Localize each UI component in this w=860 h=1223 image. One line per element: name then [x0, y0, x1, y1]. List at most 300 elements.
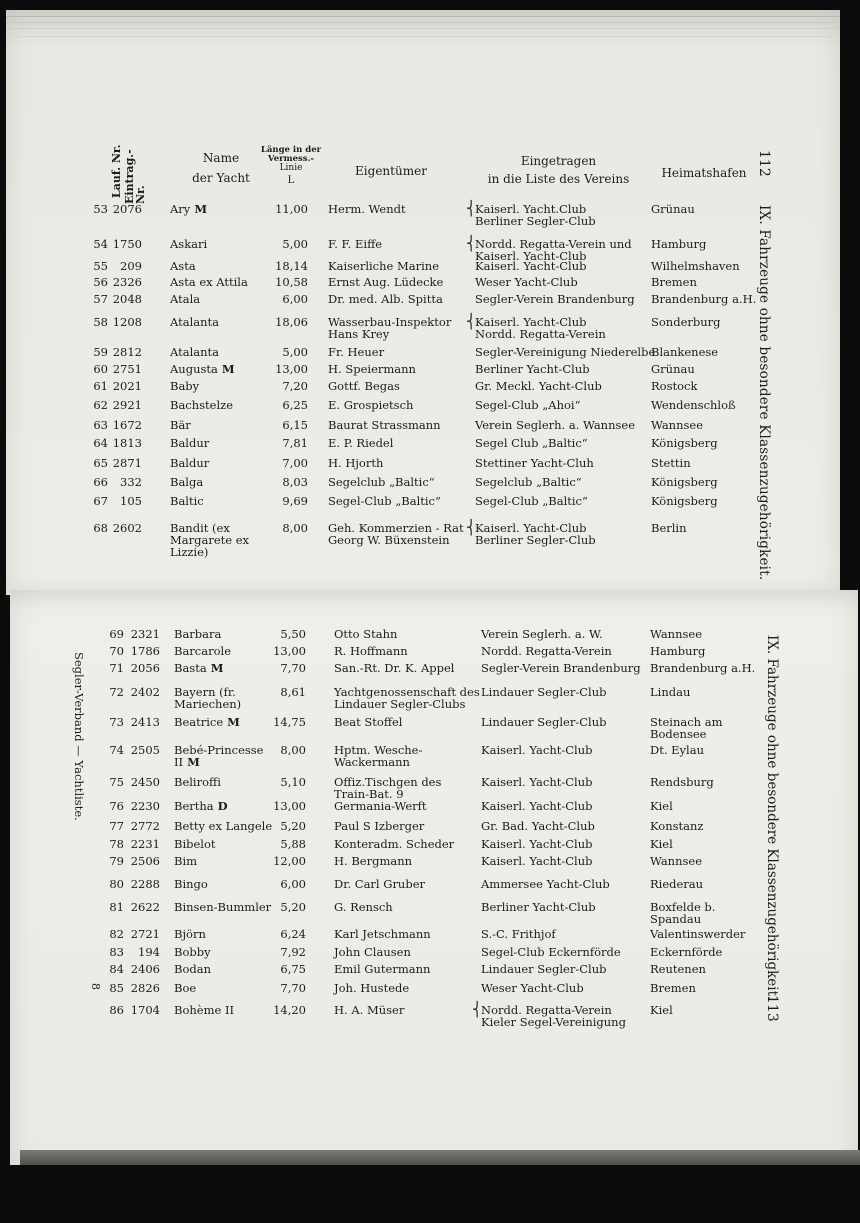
owner: Kaiserliche Marine — [328, 259, 440, 273]
heimatshafen: Lindau — [650, 685, 691, 699]
verein-line: Segel-Club „Ahoi“ — [475, 398, 581, 412]
verein — [481, 982, 584, 994]
eintrag-nr: 2321 — [130, 627, 160, 641]
laenge: 5,20 — [280, 900, 306, 914]
lauf-nr: 84 — [109, 962, 124, 976]
col-header-laenge: Länge in der Vermess.- Linie L — [260, 145, 322, 186]
yacht-name: Bibelot — [174, 837, 216, 851]
lauf-nr: 63 — [93, 418, 108, 432]
yacht-name: Bodan — [174, 962, 211, 976]
lauf-nr: 62 — [93, 398, 108, 412]
verein — [475, 476, 582, 488]
signature-mark: 8 — [89, 983, 102, 990]
yacht-name: Bachstelze — [170, 398, 234, 412]
eintrag-nr: 2506 — [130, 854, 160, 868]
eintrag-nr: 105 — [120, 494, 142, 508]
heimatshafen: Rendsburg — [650, 775, 714, 789]
lauf-nr: 54 — [93, 237, 108, 251]
yacht-mark: D — [213, 799, 228, 813]
laenge: 10,58 — [275, 275, 308, 289]
yacht-name: Balga — [170, 475, 204, 489]
laenge: 6,24 — [280, 927, 306, 941]
laenge: 13,00 — [273, 799, 306, 813]
laenge: 14,75 — [273, 715, 306, 729]
heimatshafen: Kiel — [650, 837, 673, 851]
verein-line: Verein Seglerh. a. W. — [481, 627, 603, 641]
owner: Joh. Hustede — [334, 981, 410, 995]
heimatshafen: Kiel — [650, 1003, 673, 1017]
verein — [481, 628, 602, 640]
verein-line: Segel-Club Eckernförde — [481, 945, 621, 959]
verein-line: Ammersee Yacht-Club — [481, 877, 610, 891]
laenge: 5,10 — [280, 775, 306, 789]
verein — [475, 380, 602, 392]
verein — [481, 744, 592, 756]
verein — [475, 522, 596, 546]
eintrag-nr: 2021 — [112, 379, 142, 393]
verein — [475, 260, 586, 272]
eintrag-nr: 2402 — [130, 685, 160, 699]
yacht-name: Baby — [170, 379, 200, 393]
heimatshafen: Wilhelmshaven — [651, 259, 740, 273]
laenge: 11,00 — [275, 202, 308, 216]
verein — [481, 855, 592, 867]
verein — [481, 800, 592, 812]
verein — [481, 901, 596, 913]
laenge: 6,00 — [280, 877, 306, 891]
left-margin-title: Segler-Verband — Yachtliste. — [72, 652, 86, 821]
verein-line: Lindauer Segler-Club — [481, 962, 607, 976]
verein-line: Weser Yacht-Club — [475, 275, 578, 289]
verein-line: Kaiserl. Yacht-Club — [481, 743, 593, 757]
yacht-name: Bebé-Princesse II M — [174, 743, 264, 769]
lauf-nr: 83 — [109, 945, 124, 959]
owner: Otto Stahn — [334, 627, 398, 641]
laenge: 6,75 — [280, 962, 306, 976]
eintrag-nr: 2048 — [112, 292, 142, 306]
lauf-nr: 66 — [93, 475, 108, 489]
yacht-name: Ary M — [170, 202, 208, 216]
eintrag-nr: 2826 — [130, 981, 160, 995]
eintrag-nr: 2505 — [130, 743, 160, 757]
verein — [475, 437, 588, 449]
verein — [481, 645, 612, 657]
verein-line: Segel-Club „Baltic“ — [475, 494, 588, 508]
eintrag-nr: 2812 — [112, 345, 142, 359]
lauf-nr: 67 — [93, 494, 108, 508]
verein-line: Segelclub „Baltic“ — [475, 475, 582, 489]
section-title-vertical-bottom: IX. Fahrzeuge ohne besondere Klassenzugehörigkeit. — [764, 635, 780, 1001]
eintrag-nr: 2326 — [112, 275, 142, 289]
yacht-name: Barcarole — [174, 644, 232, 658]
owner: Fr. Heuer — [328, 345, 385, 359]
eintrag-nr: 332 — [120, 475, 142, 489]
heimatshafen: Dt. Eylau — [650, 743, 704, 757]
verein-line: Gr. Meckl. Yacht-Club — [475, 379, 602, 393]
eintrag-nr: 2413 — [130, 715, 160, 729]
lauf-nr: 76 — [109, 799, 124, 813]
verein — [475, 363, 590, 375]
lauf-nr: 58 — [93, 315, 108, 329]
owner: H. Bergmann — [334, 854, 413, 868]
yacht-name: Baldur — [170, 456, 210, 470]
owner: F. F. Eiffe — [328, 237, 383, 251]
laenge: 14,20 — [273, 1003, 306, 1017]
owner: Segel-Club „Baltic“ — [328, 494, 441, 508]
lauf-nr: 78 — [109, 837, 124, 851]
yacht-name: Bobby — [174, 945, 211, 959]
yacht-name: Bär — [170, 418, 191, 432]
owner: San.-Rt. Dr. K. Appel — [334, 661, 455, 675]
eintrag-nr: 1672 — [112, 418, 142, 432]
laenge: 5,00 — [282, 345, 308, 359]
yacht-name: Betty ex Langele — [174, 819, 273, 833]
brace-mark: ⎨ — [466, 520, 477, 536]
laenge: 5,50 — [280, 627, 306, 641]
lauf-nr: 73 — [109, 715, 124, 729]
lauf-nr: 80 — [109, 877, 124, 891]
owner: G. Rensch — [334, 900, 393, 914]
col-header-lauf: Lauf. Nr. — [110, 144, 123, 198]
verein-line: Kaiserl. Yacht-Club — [475, 315, 587, 329]
yacht-mark: M — [223, 715, 240, 729]
verein — [481, 963, 606, 975]
verein-line: Berliner Segler-Club — [475, 214, 596, 228]
right-book-page — [10, 590, 858, 1170]
yacht-name: Augusta M — [170, 362, 235, 376]
eintrag-nr: 1704 — [130, 1003, 160, 1017]
owner: Konteradm. Scheder — [334, 837, 455, 851]
heimatshafen: Sonderburg — [651, 315, 721, 329]
owner: John Clausen — [334, 945, 411, 959]
section-title-vertical: IX. Fahrzeuge ohne besondere Klassenzugehörigkeit. — [756, 205, 772, 581]
laenge: 13,00 — [275, 362, 308, 376]
verein-line: Kaiserl. Yacht.Club — [475, 202, 587, 216]
eintrag-nr: 2056 — [130, 661, 160, 675]
verein — [481, 776, 592, 788]
col-header-eintrag: Eintrag.- Nr. — [123, 149, 147, 204]
laenge: 7,70 — [280, 981, 306, 995]
heimatshafen: Steinach am Bodensee — [650, 715, 723, 741]
brace-mark: ⎨ — [466, 201, 477, 217]
heimatshafen: Reutenen — [650, 962, 706, 976]
lauf-nr: 59 — [93, 345, 108, 359]
verein-line: Gr. Bad. Yacht-Club — [481, 819, 595, 833]
laenge: 8,03 — [282, 475, 308, 489]
yacht-name: Bohème II — [174, 1003, 235, 1017]
lauf-nr: 77 — [109, 819, 124, 833]
verein-line: Segler-Vereinigung Niederelbe — [475, 345, 656, 359]
lauf-nr: 82 — [109, 927, 124, 941]
owner: H. A. Müser — [334, 1003, 405, 1017]
verein — [481, 928, 556, 940]
heimatshafen: Königsberg — [651, 494, 718, 508]
owner: Segelclub „Baltic“ — [328, 475, 435, 489]
verein — [481, 686, 606, 698]
lauf-nr: 86 — [109, 1003, 124, 1017]
heimatshafen: Wannsee — [650, 854, 703, 868]
lauf-nr: 65 — [93, 456, 108, 470]
verein — [481, 716, 606, 728]
verein-line: Segel Club „Baltic“ — [475, 436, 588, 450]
verein — [481, 946, 621, 958]
verein-line: Weser Yacht-Club — [481, 981, 584, 995]
laenge: 7,81 — [282, 436, 308, 450]
yacht-name: Atalanta — [170, 345, 219, 359]
lauf-nr: 53 — [93, 202, 108, 216]
yacht-name: Barbara — [174, 627, 222, 641]
owner: H. Hjorth — [328, 456, 384, 470]
heimatshafen: Konstanz — [650, 819, 704, 833]
yacht-name: Basta M — [174, 661, 224, 675]
heimatshafen: Kiel — [650, 799, 673, 813]
yacht-mark: M — [190, 202, 208, 216]
brace-mark: ⎨ — [466, 314, 477, 330]
eintrag-nr: 2406 — [130, 962, 160, 976]
lauf-nr: 85 — [109, 981, 124, 995]
verein-line: Nordd. Regatta-Verein — [481, 1003, 612, 1017]
verein — [481, 820, 595, 832]
laenge: 9,69 — [282, 494, 308, 508]
laenge: 5,88 — [280, 837, 306, 851]
owner: Herm. Wendt — [328, 202, 406, 216]
owner: Offiz.Tischgen des Train-Bat. 9 — [334, 775, 442, 801]
owner: Germania-Werft — [334, 799, 427, 813]
left-book-page — [6, 10, 840, 595]
verein-line: Nordd. Regatta-Verein und — [475, 237, 632, 251]
heimatshafen: Bremen — [651, 275, 697, 289]
verein-line: Lindauer Segler-Club — [481, 685, 607, 699]
col-header-heimatshafen: Heimatshafen — [661, 166, 747, 180]
yacht-name: Binsen-Bummler — [174, 900, 272, 914]
owner: Hptm. Wesche-Wackermann — [334, 743, 423, 769]
laenge: 6,15 — [282, 418, 308, 432]
verein-line: Berliner Yacht-Club — [481, 900, 596, 914]
verein-line: Lindauer Segler-Club — [481, 715, 607, 729]
col-header-eigentuemer: Eigentümer — [355, 164, 427, 178]
owner: Emil Gutermann — [334, 962, 431, 976]
yacht-name: Baldur — [170, 436, 210, 450]
laenge: 7,70 — [280, 661, 306, 675]
brace-mark: ⎨ — [472, 1002, 483, 1018]
laenge: 7,92 — [280, 945, 306, 959]
owner: Geh. Kommerzien - Rat Georg W. Büxenstein — [328, 521, 464, 547]
verein — [481, 1004, 626, 1028]
eintrag-nr: 2871 — [112, 456, 142, 470]
verein-line: Kaiserl. Yacht-Club — [481, 775, 593, 789]
yacht-mark: M — [206, 661, 224, 675]
laenge: 13,00 — [273, 644, 306, 658]
yacht-name: Asta — [170, 259, 196, 273]
laenge: 18,06 — [275, 315, 308, 329]
verein-line: Kaiserl. Yacht-Club — [481, 837, 593, 851]
yacht-name: Atala — [170, 292, 201, 306]
lauf-nr: 75 — [109, 775, 124, 789]
verein-line: Kaiserl. Yacht-Club — [481, 854, 593, 868]
owner: H. Speiermann — [328, 362, 416, 376]
lauf-nr: 69 — [109, 627, 124, 641]
laenge: 8,61 — [280, 685, 306, 699]
laenge: 7,20 — [282, 379, 308, 393]
verein-line: Nordd. Regatta-Verein — [481, 644, 612, 658]
eintrag-nr: 1813 — [112, 436, 142, 450]
verein — [475, 399, 580, 411]
lauf-nr: 60 — [93, 362, 108, 376]
verein — [475, 316, 606, 340]
heimatshafen: Boxfelde b. Spandau — [650, 900, 716, 926]
yacht-name: Baltic — [170, 494, 204, 508]
lauf-nr: 64 — [93, 436, 108, 450]
eintrag-nr: 2231 — [130, 837, 160, 851]
yacht-name: Bandit (ex Margarete ex Lizzie) — [170, 521, 250, 559]
owner: Beat Stoffel — [334, 715, 403, 729]
lauf-nr: 55 — [93, 259, 108, 273]
yacht-mark: M — [183, 755, 200, 769]
background — [0, 1165, 860, 1223]
eintrag-nr: 2622 — [130, 900, 160, 914]
yacht-name: Bertha D — [174, 799, 228, 813]
heimatshafen: Königsberg — [651, 436, 718, 450]
col-header-name: Name der Yacht — [192, 151, 250, 185]
laenge: 8,00 — [282, 521, 308, 535]
page-number-112: 112 — [756, 150, 772, 177]
yacht-name: Asta ex Attila — [170, 275, 248, 289]
brace-mark: ⎨ — [466, 236, 477, 252]
verein-line: Segler-Verein Brandenburg — [475, 292, 635, 306]
eintrag-nr: 2751 — [112, 362, 142, 376]
eintrag-nr: 1750 — [112, 237, 142, 251]
heimatshafen: Blankenese — [651, 345, 719, 359]
owner: E. Grospietsch — [328, 398, 414, 412]
eintrag-nr: 2721 — [130, 927, 160, 941]
verein — [481, 878, 610, 890]
verein-line: Berliner Yacht-Club — [475, 362, 590, 376]
yacht-name: Boe — [174, 981, 197, 995]
verein-line: Stettiner Yacht-Cluh — [475, 456, 594, 470]
owner: Dr. med. Alb. Spitta — [328, 292, 443, 306]
owner: Karl Jetschmann — [334, 927, 431, 941]
eintrag-nr: 2921 — [112, 398, 142, 412]
yacht-name: Beliroffi — [174, 775, 221, 789]
heimatshafen: Grünau — [651, 202, 695, 216]
verein — [475, 203, 596, 227]
lauf-nr: 68 — [93, 521, 108, 535]
heimatshafen: Wannsee — [651, 418, 704, 432]
eintrag-nr: 2288 — [130, 877, 160, 891]
heimatshafen: Riederau — [650, 877, 704, 891]
verein-line: Verein Seglerh. a. Wannsee — [475, 418, 636, 432]
lauf-nr: 56 — [93, 275, 108, 289]
yacht-name: Bayern (fr. Mariechen) — [174, 685, 242, 711]
heimatshafen: Grünau — [651, 362, 695, 376]
eintrag-nr: 2772 — [130, 819, 160, 833]
heimatshafen: Wannsee — [650, 627, 703, 641]
eintrag-nr: 1208 — [112, 315, 142, 329]
yacht-name: Askari — [170, 237, 208, 251]
col-header-eingetragen: Eingetragen in die Liste des Vereins — [487, 154, 630, 186]
lauf-nr: 79 — [109, 854, 124, 868]
heimatshafen: Rostock — [651, 379, 698, 393]
eintrag-nr: 2076 — [112, 202, 142, 216]
lauf-nr: 71 — [109, 661, 124, 675]
verein — [475, 293, 635, 305]
yacht-name: Bingo — [174, 877, 208, 891]
eintrag-nr: 209 — [120, 259, 142, 273]
verein-line: S.-C. Frithjof — [481, 927, 556, 941]
lauf-nr: 61 — [93, 379, 108, 393]
heimatshafen: Bremen — [650, 981, 696, 995]
laenge: 7,00 — [282, 456, 308, 470]
verein-line: Kaiserl. Yacht-Club — [475, 521, 587, 535]
yacht-name: Bim — [174, 854, 198, 868]
verein-line: Segler-Verein Brandenburg — [481, 661, 641, 675]
verein-line: Nordd. Regatta-Verein — [475, 327, 606, 341]
laenge: 18,14 — [275, 259, 308, 273]
yacht-name: Beatrice M — [174, 715, 240, 729]
verein — [475, 346, 655, 358]
verein — [481, 662, 641, 674]
page-number-113: 113 — [764, 995, 780, 1022]
owner: Gottf. Begas — [328, 379, 400, 393]
owner: Dr. Carl Gruber — [334, 877, 426, 891]
heimatshafen: Valentinswerder — [650, 927, 746, 941]
heimatshafen: Brandenburg a.H. — [650, 661, 756, 675]
heimatshafen: Königsberg — [651, 475, 718, 489]
yacht-mark: M — [217, 362, 235, 376]
verein-line: Kaiserl. Yacht-Club — [475, 249, 587, 263]
heimatshafen: Wendenschloß — [651, 398, 736, 412]
heimatshafen: Hamburg — [651, 237, 707, 251]
eintrag-nr: 2450 — [130, 775, 160, 789]
lauf-nr: 57 — [93, 292, 108, 306]
verein-line: Kaiserl. Yacht-Club — [481, 799, 593, 813]
verein — [475, 276, 578, 288]
heimatshafen: Hamburg — [650, 644, 706, 658]
verein — [475, 495, 588, 507]
lauf-nr: 74 — [109, 743, 124, 757]
owner: Wasserbau-Inspektor Hans Krey — [328, 315, 452, 341]
heimatshafen: Berlin — [651, 521, 687, 535]
owner: Yachtgenossenschaft des Lindauer Segler-Clubs — [334, 685, 480, 711]
verein-line: Berliner Segler-Club — [475, 533, 596, 547]
verein — [475, 419, 635, 431]
lauf-nr: 70 — [109, 644, 124, 658]
yacht-name: Atalanta — [170, 315, 219, 329]
laenge: 5,00 — [282, 237, 308, 251]
eintrag-nr: 1786 — [130, 644, 160, 658]
lauf-nr: 81 — [109, 900, 124, 914]
laenge: 6,00 — [282, 292, 308, 306]
laenge: 8,00 — [280, 743, 306, 757]
owner: Ernst Aug. Lüdecke — [328, 275, 444, 289]
eintrag-nr: 2230 — [130, 799, 160, 813]
heimatshafen: Stettin — [651, 456, 691, 470]
heimatshafen: Eckernförde — [650, 945, 723, 959]
owner: Baurat Strassmann — [328, 418, 441, 432]
owner: Paul S Izberger — [334, 819, 425, 833]
owner: R. Hoffmann — [334, 644, 408, 658]
eintrag-nr: 194 — [138, 945, 160, 959]
verein-line: Kieler Segel-Vereinigung — [481, 1015, 626, 1029]
laenge: 6,25 — [282, 398, 308, 412]
verein — [475, 457, 594, 469]
verein — [481, 838, 592, 850]
laenge: 12,00 — [273, 854, 306, 868]
heimatshafen: Brandenburg a.H. — [651, 292, 757, 306]
laenge: 5,20 — [280, 819, 306, 833]
lauf-nr: 72 — [109, 685, 124, 699]
yacht-name: Björn — [174, 927, 206, 941]
